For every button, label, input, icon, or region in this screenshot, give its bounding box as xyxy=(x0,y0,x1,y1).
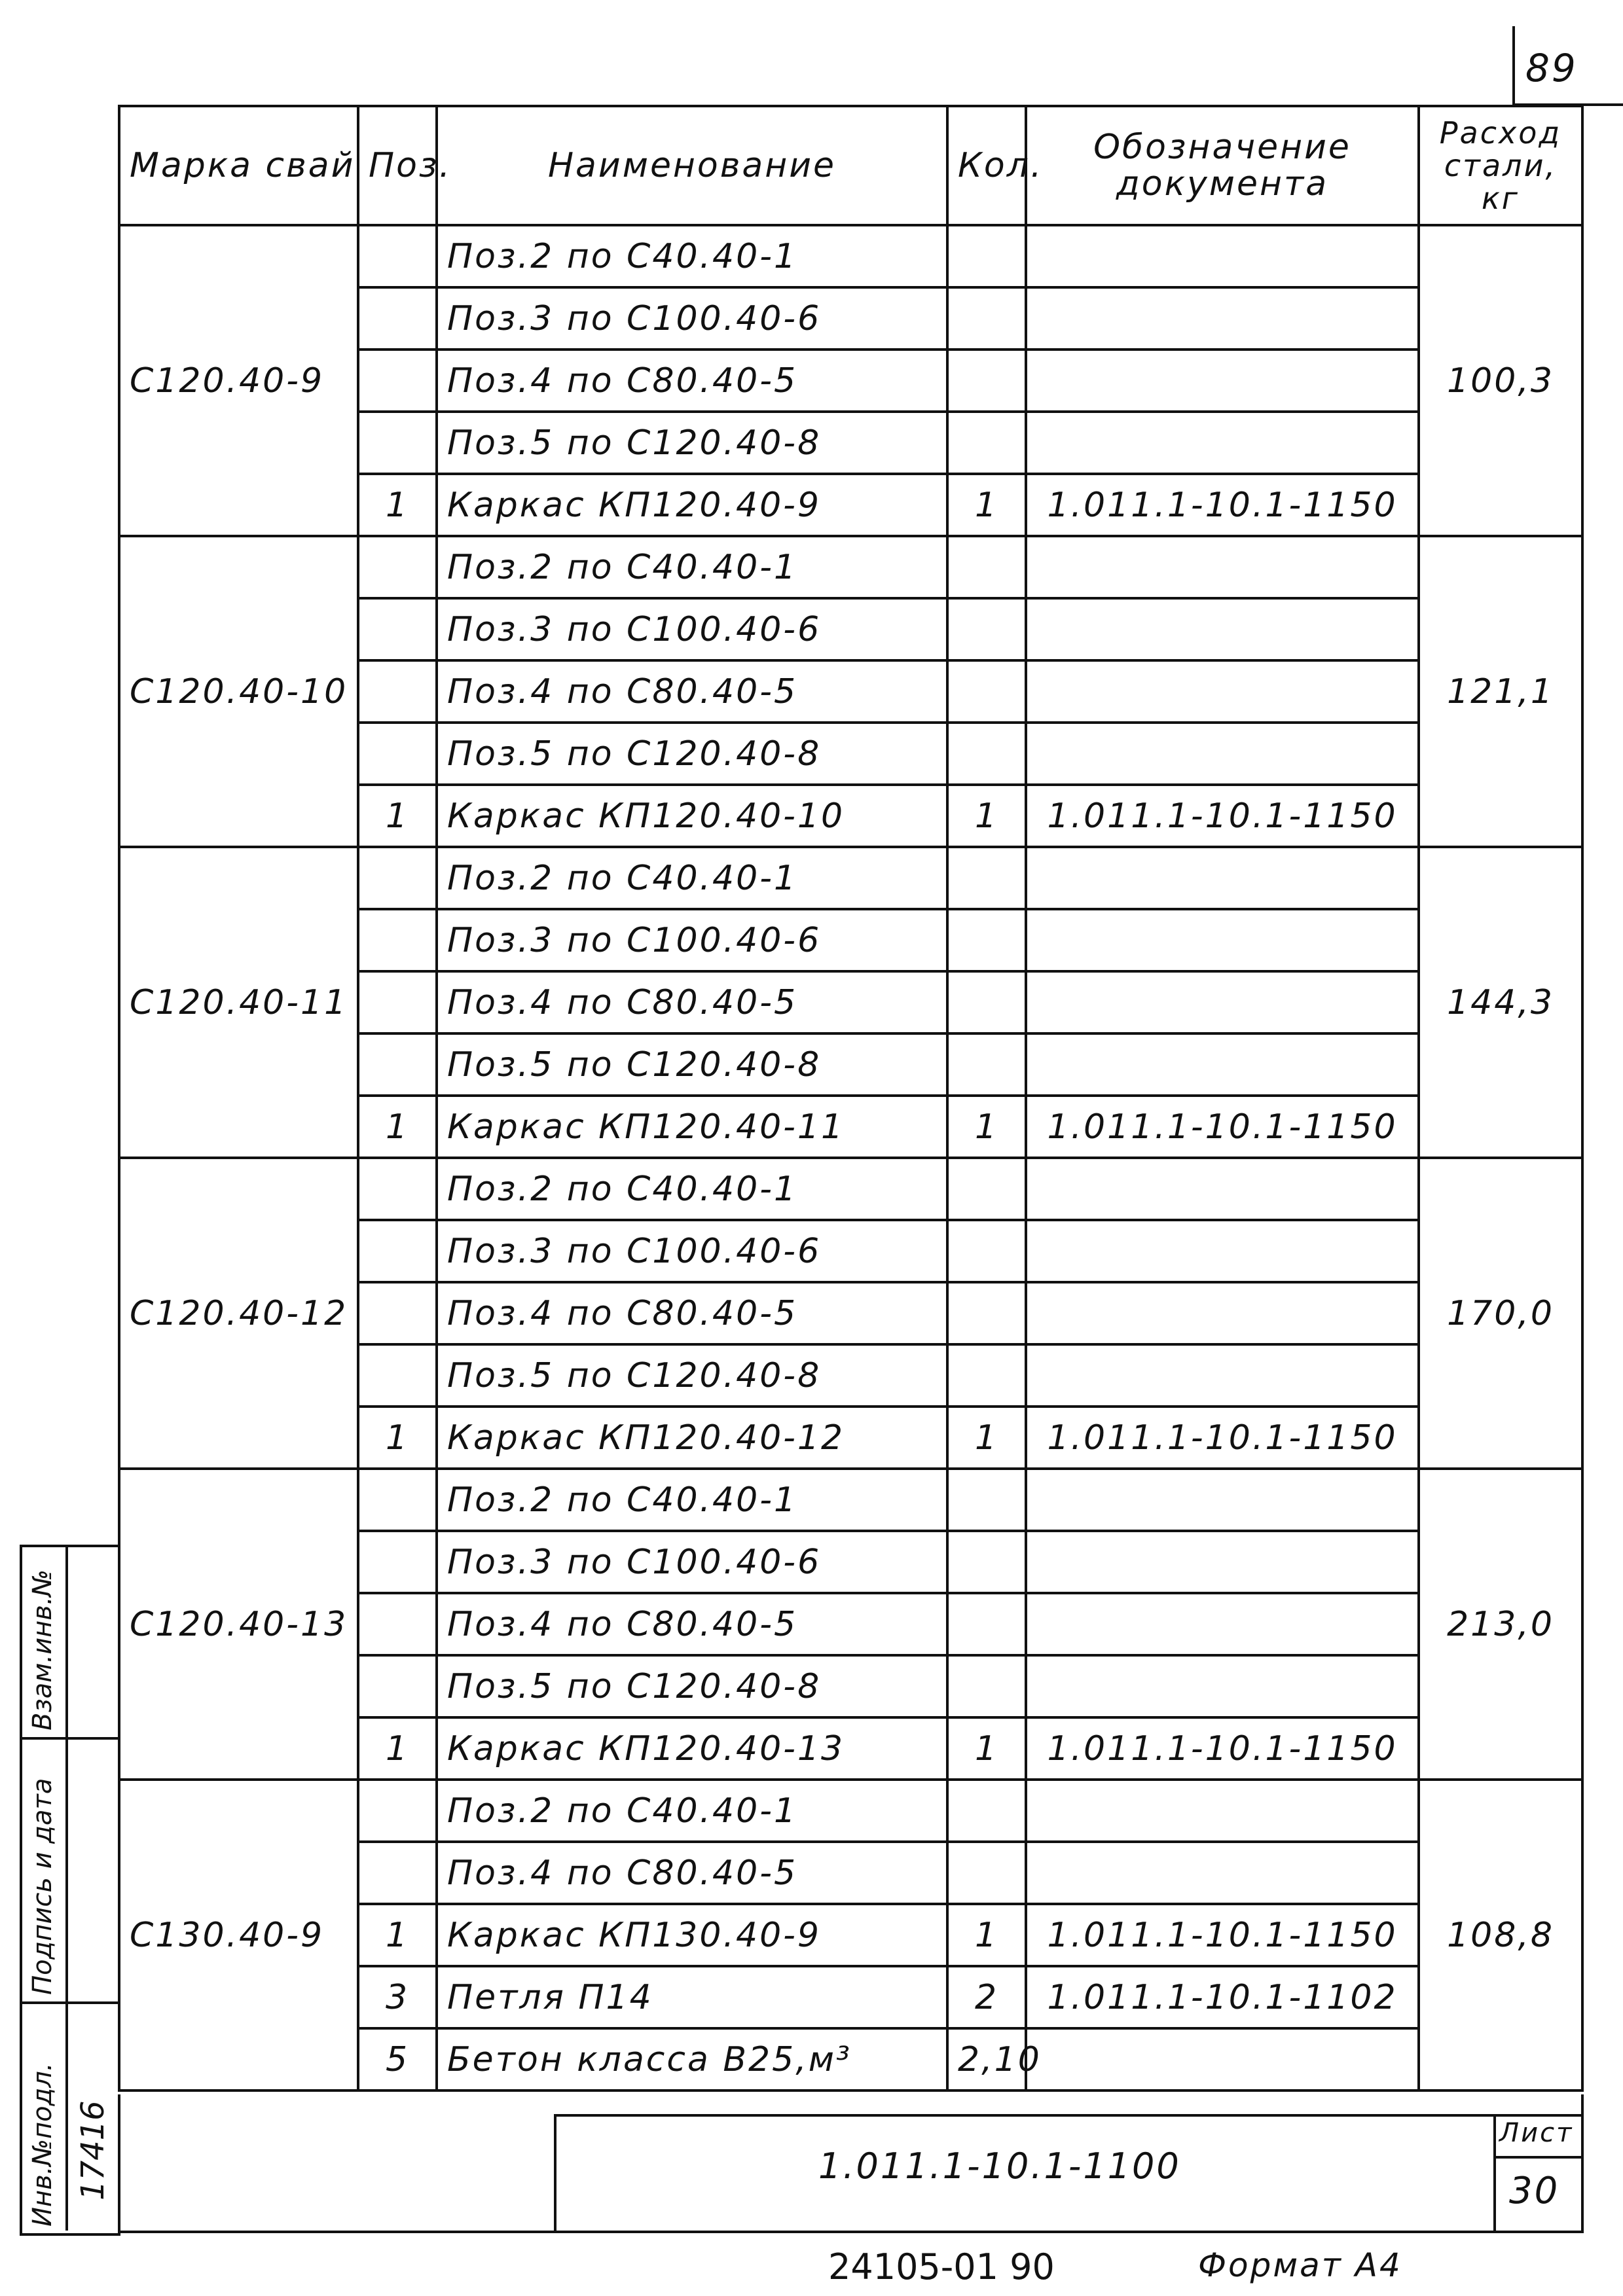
cell-doc xyxy=(1026,1531,1419,1593)
cell-qty: 1 xyxy=(947,1096,1026,1158)
cell-pos xyxy=(358,1033,437,1096)
side-inv-label: Инв.№подл. xyxy=(27,2062,58,2227)
side-replace-label: Взам.инв.№ xyxy=(27,1569,58,1731)
cell-doc xyxy=(1026,1842,1419,1904)
cell-name: Каркас КП120.40-12 xyxy=(437,1407,947,1469)
table-row xyxy=(119,1158,1582,1220)
cell-name: Каркас КП120.40-13 xyxy=(437,1717,947,1780)
cell-pos xyxy=(358,1842,437,1904)
table-row xyxy=(119,1780,1582,1842)
cell-qty xyxy=(947,1655,1026,1717)
cell-doc xyxy=(1026,909,1419,971)
header-steel: Расход стали, кг xyxy=(1419,106,1582,225)
cell-qty xyxy=(947,1344,1026,1407)
header-mark: Марка свай xyxy=(119,106,358,225)
cell-qty xyxy=(947,1593,1026,1655)
cell-mark: С120.40-9 xyxy=(119,225,358,536)
cell-doc xyxy=(1026,287,1419,350)
cell-doc xyxy=(1026,847,1419,909)
cell-pos: 1 xyxy=(358,1407,437,1469)
cell-steel: 121,1 xyxy=(1419,536,1582,847)
cell-pos xyxy=(358,598,437,660)
cell-pos: 1 xyxy=(358,1096,437,1158)
cell-steel: 213,0 xyxy=(1419,1469,1582,1780)
side-stamp-sign xyxy=(22,1740,120,2004)
cell-qty xyxy=(947,1282,1026,1344)
page-number: 89 xyxy=(1525,46,1578,90)
cell-qty xyxy=(947,1842,1026,1904)
cell-name: Поз.2 по С40.40-1 xyxy=(437,847,947,909)
cell-name: Поз.5 по С120.40-8 xyxy=(437,1033,947,1096)
header-pos: Поз. xyxy=(358,106,437,225)
cell-name: Поз.4 по С80.40-5 xyxy=(437,350,947,412)
table-row xyxy=(119,1469,1582,1531)
cell-doc: 1.011.1-10.1-1102 xyxy=(1026,1966,1419,2028)
cell-doc: 1.011.1-10.1-1150 xyxy=(1026,1407,1419,1469)
cell-pos xyxy=(358,847,437,909)
side-stamp-replace xyxy=(22,1547,120,1740)
cell-name: Поз.2 по С40.40-1 xyxy=(437,1469,947,1531)
cell-doc xyxy=(1026,1033,1419,1096)
cell-doc: 1.011.1-10.1-1150 xyxy=(1026,1904,1419,1966)
cell-doc xyxy=(1026,1220,1419,1282)
cell-name: Каркас КП120.40-9 xyxy=(437,474,947,536)
cell-doc xyxy=(1026,1469,1419,1531)
cell-mark: С120.40-11 xyxy=(119,847,358,1158)
cell-doc: 1.011.1-10.1-1150 xyxy=(1026,785,1419,847)
cell-name: Поз.2 по С40.40-1 xyxy=(437,1780,947,1842)
cell-doc xyxy=(1026,1344,1419,1407)
cell-qty xyxy=(947,971,1026,1033)
cell-qty xyxy=(947,1033,1026,1096)
cell-qty: 1 xyxy=(947,1407,1026,1469)
cell-doc xyxy=(1026,412,1419,474)
cell-name: Каркас КП120.40-10 xyxy=(437,785,947,847)
cell-name: Поз.5 по С120.40-8 xyxy=(437,1344,947,1407)
cell-pos xyxy=(358,1655,437,1717)
header-doc: Обозначение документа xyxy=(1026,106,1419,225)
cell-pos xyxy=(358,412,437,474)
cell-doc xyxy=(1026,1593,1419,1655)
cell-qty xyxy=(947,350,1026,412)
cell-pos xyxy=(358,971,437,1033)
cell-doc xyxy=(1026,971,1419,1033)
table-header-row xyxy=(119,106,1582,225)
cell-steel: 100,3 xyxy=(1419,225,1582,536)
cell-mark: С120.40-12 xyxy=(119,1158,358,1469)
cell-name: Поз.3 по С100.40-6 xyxy=(437,1220,947,1282)
cell-qty xyxy=(947,225,1026,287)
cell-pos xyxy=(358,1344,437,1407)
format-note: Формат А4 xyxy=(1198,2246,1402,2284)
cell-pos xyxy=(358,1780,437,1842)
cell-qty xyxy=(947,1158,1026,1220)
cell-name: Поз.2 по С40.40-1 xyxy=(437,225,947,287)
cell-pos xyxy=(358,1469,437,1531)
cell-qty xyxy=(947,1531,1026,1593)
archive-number: 24105-01 90 xyxy=(828,2246,1055,2287)
cell-qty xyxy=(947,909,1026,971)
cell-doc xyxy=(1026,660,1419,723)
side-stamp-inv xyxy=(22,2004,120,2231)
table-row xyxy=(119,847,1582,909)
cell-doc xyxy=(1026,2028,1419,2090)
side-stamp-divider xyxy=(65,1547,68,2231)
cell-qty xyxy=(947,536,1026,598)
cell-name: Каркас КП130.40-9 xyxy=(437,1904,947,1966)
cell-doc xyxy=(1026,1158,1419,1220)
cell-qty xyxy=(947,1780,1026,1842)
cell-mark: С130.40-9 xyxy=(119,1780,358,2090)
cell-pos: 5 xyxy=(358,2028,437,2090)
cell-name: Каркас КП120.40-11 xyxy=(437,1096,947,1158)
table-row xyxy=(119,225,1582,287)
cell-qty: 1 xyxy=(947,785,1026,847)
table-body xyxy=(119,225,1582,2090)
cell-pos xyxy=(358,1282,437,1344)
cell-pos xyxy=(358,225,437,287)
cell-pos: 1 xyxy=(358,1717,437,1780)
cell-name: Поз.2 по С40.40-1 xyxy=(437,1158,947,1220)
cell-pos xyxy=(358,536,437,598)
cell-steel: 170,0 xyxy=(1419,1158,1582,1469)
cell-name: Поз.3 по С100.40-6 xyxy=(437,909,947,971)
cell-doc: 1.011.1-10.1-1150 xyxy=(1026,474,1419,536)
cell-name: Поз.4 по С80.40-5 xyxy=(437,1282,947,1344)
cell-pos: 1 xyxy=(358,474,437,536)
cell-mark: С120.40-13 xyxy=(119,1469,358,1780)
cell-pos xyxy=(358,1531,437,1593)
cell-doc xyxy=(1026,1780,1419,1842)
cell-qty xyxy=(947,847,1026,909)
cell-qty xyxy=(947,1220,1026,1282)
cell-pos: 1 xyxy=(358,1904,437,1966)
cell-qty xyxy=(947,412,1026,474)
cell-doc xyxy=(1026,536,1419,598)
side-inv-value: 17416 xyxy=(75,2100,111,2200)
document-code: 1.011.1-10.1-1100 xyxy=(818,2145,1181,2187)
cell-pos xyxy=(358,723,437,785)
cell-qty xyxy=(947,287,1026,350)
specification-table xyxy=(118,105,1584,2092)
cell-steel: 144,3 xyxy=(1419,847,1582,1158)
sheet-label: Лист xyxy=(1499,2118,1574,2148)
cell-doc xyxy=(1026,598,1419,660)
cell-doc xyxy=(1026,1655,1419,1717)
cell-qty xyxy=(947,660,1026,723)
sheet-number: 30 xyxy=(1509,2170,1560,2212)
cell-qty: 2,10 xyxy=(947,2028,1026,2090)
cell-pos: 1 xyxy=(358,785,437,847)
cell-name: Поз.4 по С80.40-5 xyxy=(437,1593,947,1655)
cell-pos xyxy=(358,1158,437,1220)
cell-doc: 1.011.1-10.1-1150 xyxy=(1026,1717,1419,1780)
cell-name: Бетон класса В25,м³ xyxy=(437,2028,947,2090)
page-number-frame-vertical xyxy=(1512,26,1515,105)
cell-name: Поз.4 по С80.40-5 xyxy=(437,1842,947,1904)
side-stamp xyxy=(20,1545,120,2236)
cell-pos xyxy=(358,1220,437,1282)
cell-steel: 108,8 xyxy=(1419,1780,1582,2090)
cell-name: Петля П14 xyxy=(437,1966,947,2028)
cell-mark: С120.40-10 xyxy=(119,536,358,847)
cell-pos xyxy=(358,1593,437,1655)
cell-qty: 1 xyxy=(947,1904,1026,1966)
cell-qty: 1 xyxy=(947,1717,1026,1780)
cell-pos xyxy=(358,660,437,723)
cell-qty xyxy=(947,598,1026,660)
cell-name: Поз.2 по С40.40-1 xyxy=(437,536,947,598)
cell-qty xyxy=(947,1469,1026,1531)
cell-name: Поз.3 по С100.40-6 xyxy=(437,287,947,350)
cell-doc: 1.011.1-10.1-1150 xyxy=(1026,1096,1419,1158)
cell-qty: 1 xyxy=(947,474,1026,536)
sheet-separator xyxy=(1493,2156,1581,2159)
cell-doc xyxy=(1026,1282,1419,1344)
cell-name: Поз.5 по С120.40-8 xyxy=(437,723,947,785)
table-row xyxy=(119,536,1582,598)
cell-qty: 2 xyxy=(947,1966,1026,2028)
side-sign-label: Подпись и дата xyxy=(27,1778,58,1995)
cell-name: Поз.3 по С100.40-6 xyxy=(437,1531,947,1593)
header-name: Наименование xyxy=(437,106,947,225)
cell-name: Поз.3 по С100.40-6 xyxy=(437,598,947,660)
cell-name: Поз.4 по С80.40-5 xyxy=(437,971,947,1033)
cell-pos xyxy=(358,350,437,412)
cell-doc xyxy=(1026,723,1419,785)
cell-name: Поз.5 по С120.40-8 xyxy=(437,1655,947,1717)
cell-name: Поз.5 по С120.40-8 xyxy=(437,412,947,474)
cell-pos: 3 xyxy=(358,1966,437,2028)
header-qty: Кол. xyxy=(947,106,1026,225)
cell-doc xyxy=(1026,225,1419,287)
cell-pos xyxy=(358,909,437,971)
cell-qty xyxy=(947,723,1026,785)
cell-name: Поз.4 по С80.40-5 xyxy=(437,660,947,723)
cell-doc xyxy=(1026,350,1419,412)
cell-pos xyxy=(358,287,437,350)
